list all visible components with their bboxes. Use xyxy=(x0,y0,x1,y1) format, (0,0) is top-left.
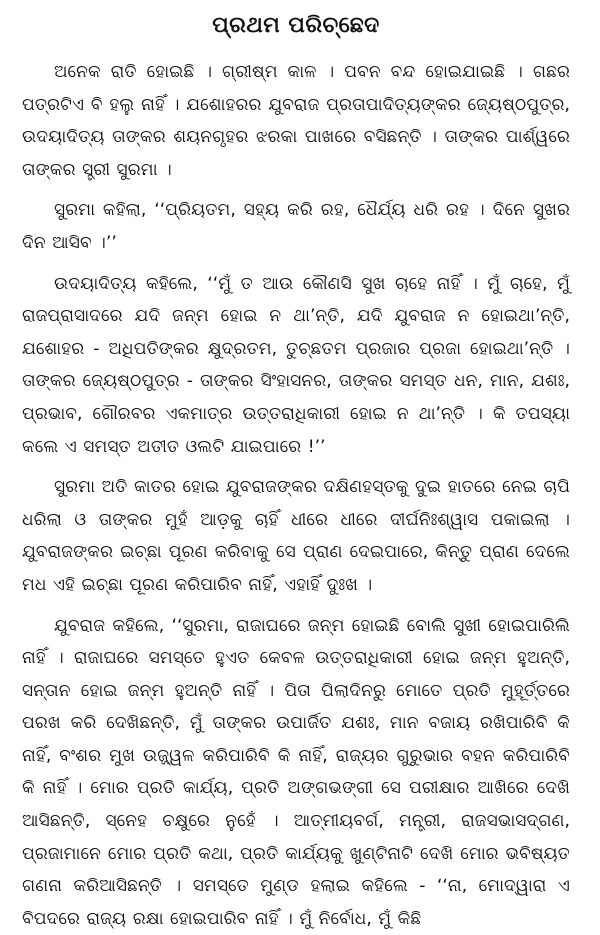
paragraph: ସୁରମା କହିଲା, ‘‘ପ୍ରିୟତମ, ସହ୍ୟ କରି ରହ, ଧୈର୍ଯ୍ୟ ଧରି ରହ । ଦିନେ ସୁଖର ଦିନ ଆସିବ ।’’ xyxy=(22,194,570,259)
paragraph: ଅନେକ ରାତି ହୋଇଛି । ଗ୍ରୀଷ୍ମ କାଳ । ପବନ ବନ୍ଦ ହୋଇଯାଇଛି । ଗଛର ପତ୍ରଟିଏ ବି ହଲୁ ନାହିଁ । ଯଶୋହରର ଯୁବରାଜ ପ୍ରତାପାଦିତ୍ୟଙ୍କର ଜ୍ୟେଷ୍ଠପୁତ୍ର, ଉଦୟାଦିତ୍ୟ ତାଙ୍କର ଶୟନଗୃହର ଝରକା ପାଖରେ ବସିଛନ୍ତି । ତାଙ୍କର ପାର୍ଶ୍ୱରେ ତାଙ୍କର ସ୍ତ୍ରୀ ସୁରମା । xyxy=(22,56,570,186)
paragraph: ଯୁବରାଜ କହିଲେ, ‘‘ସୁରମା, ରାଜାଘରେ ଜନ୍ମ ହୋଇଛି ବୋଲି ସୁଖୀ ହୋଇପାରିଲି ନାହିଁ । ରାଜାଘରେ ସମସ୍ତେ ହୁଏତ କେବଳ ଉତ୍ତରାଧିକାରୀ ହୋଇ ଜନ୍ମ ହୁଅନ୍ତି, ସନ୍ତାନ ହୋଇ ଜନ୍ମ ହୁଅନ୍ତି ନାହିଁ । ପିତା ପିଲାଦିନରୁ ମୋତେ ପ୍ରତି ମୁହୂର୍ତ୍ତରେ ପରଖ କରି ଦେଖିଛନ୍ତି, ମୁଁ ତାଙ୍କର ଉପାର୍ଜିତ ଯଶଃ, ମାନ ବଜାୟ ରଖିପାରିବି କି ନାହିଁ, ବଂଶର ମୁଖ ଉଜ୍ଜ୍ୱଳ କରିପାରିବି କି ନାହିଁ, ରାଜ୍ୟର ଗୁରୁଭାର ବହନ କରିପାରିବି କି ନାହିଁ । ମୋର ପ୍ରତି କାର୍ଯ୍ୟ, ପ୍ରତି ଅଙ୍ଗଭଙ୍ଗୀ ସେ ପରୀକ୍ଷାର ଆଖିରେ ଦେଖି ଆସିଛନ୍ତି, ସ୍ନେହ ଚକ୍ଷୁରେ ନୁହେଁ । ଆତ୍ମୀୟବର୍ଗ, ମନ୍ତ୍ରୀ, ରାଜସଭାସଦ୍‌ଗଣ, ପ୍ରଜାମାନେ ମୋର ପ୍ରତି କଥା, ପ୍ରତି କାର୍ଯ୍ୟକୁ ଖୁଣ୍ଟିନାଟି ଦେଖି ମୋର ଭବିଷ୍ୟତ ଗଣନା କରିଆସିଛନ୍ତି । ସମସ୍ତେ ମୁଣ୍ଡ ହଲାଇ କହିଲେ - ‘‘ନା, ମୋଦ୍ୱାରା ଏ ବିପଦରେ ରାଜ୍ୟ ରକ୍ଷା ହୋଇପାରିବ ନାହିଁ । ମୁଁ ନିର୍ବୋଧ, ମୁଁ କିଛି xyxy=(22,610,570,935)
paragraph: ସୁରମା ଅତି କାତର ହୋଇ ଯୁବରାଜଙ୍କର ଦକ୍ଷିଣହସ୍ତକୁ ଦୁଇ ହାତରେ ନେଇ ଚାପି ଧରିଲା ଓ ତାଙ୍କର ମୁହଁ ଆଡ଼କୁ ଚାହିଁ ଧୀରେ ଧୀରେ ଦୀର୍ଘନିଃଶ୍ୱାସ ପକାଇଲା । ଯୁବରାଜଙ୍କର ଇଚ୍ଛା ପୂରଣ କରିବାକୁ ସେ ପ୍ରାଣ ଦେଇପାରେ, କିନ୍ତୁ ପ୍ରାଣ ଦେଲେ ମଧ ଏହି ଇଚ୍ଛା ପୂରଣ କରିପାରିବ ନାହିଁ, ଏହାହିଁ ଦୁଃଖ । xyxy=(22,471,570,601)
chapter-title: ପ୍ରଥମ ପରିଚ୍ଛେଦ xyxy=(22,12,570,40)
paragraph: ଉଦୟାଦିତ୍ୟ କହିଲେ, ‘‘ମୁଁ ତ ଆଉ କୌଣସି ସୁଖ ଚାହେ ନାହିଁ । ମୁଁ ଚାହେ, ମୁଁ ରାଜପ୍ରାସାଦରେ ଯଦି ଜନ୍ମ ହୋଇ ନ ଥା’ନ୍ତି, ଯଦି ଯୁବରାଜ ନ ହୋଇଥା’ନ୍ତି, ଯଶୋହର - ଅଧିପତିଙ୍କର କ୍ଷୁଦ୍ରତମ, ତୁଚ୍ଛତମ ପ୍ରଜାର ପ୍ରଜା ହୋଇଥା’ନ୍ତି । ତାଙ୍କର ଜ୍ୟେଷ୍ଠପୁତ୍ର - ତାଙ୍କର ସିଂହାସନର, ତାଙ୍କର ସମସ୍ତ ଧନ, ମାନ, ଯଶଃ, ପ୍ରଭାବ, ଗୌରବର ଏକମାତ୍ର ଉତ୍ତରାଧିକାରୀ ହୋଇ ନ ଥା’ନ୍ତି । କି ତପସ୍ୟା କଲେ ଏ ସମସ୍ତ ଅତୀତ ଓଲଟି ଯାଇପାରେ !’’ xyxy=(22,268,570,464)
